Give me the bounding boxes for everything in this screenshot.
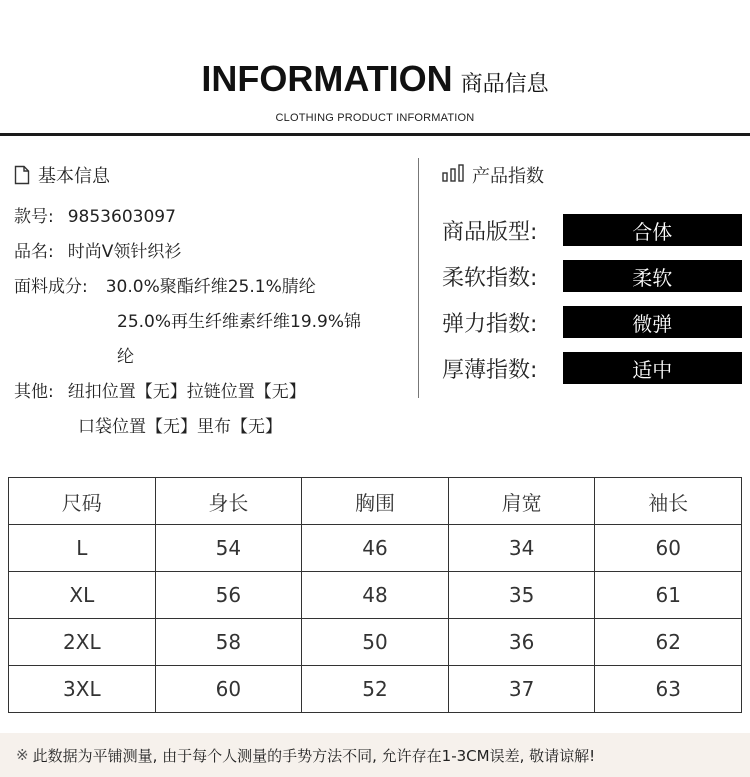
fabric-line-3: 纶: [117, 347, 134, 367]
item-number-row: [14, 200, 414, 235]
bar-chart-icon: [442, 164, 464, 187]
fabric-line-1: 30.0%聚酯纤维25.1%腈纶: [105, 277, 316, 297]
table-header-cell: 肩宽: [448, 478, 595, 525]
metric-value: 适中: [563, 352, 742, 384]
reference-mark-icon: ※: [16, 746, 29, 764]
table-cell: 61: [595, 572, 742, 619]
header: [0, 58, 750, 124]
header-divider: [0, 133, 750, 136]
basic-info-heading-label: 基本信息: [38, 166, 110, 187]
table-header-row: [9, 478, 742, 525]
page-subtitle: CLOTHING PRODUCT INFORMATION: [275, 112, 475, 124]
metric-value: 微弹: [563, 306, 742, 338]
document-icon: [14, 165, 30, 185]
header-title-row: [0, 58, 750, 100]
table-cell: 50: [302, 619, 449, 666]
product-index-heading-label: 产品指数: [472, 166, 544, 187]
table-cell: 58: [155, 619, 302, 666]
table-cell: 56: [155, 572, 302, 619]
table-row: [9, 619, 742, 666]
basic-info-heading: [14, 160, 414, 190]
item-number-label: 款号:: [14, 207, 54, 227]
table-cell: 52: [302, 666, 449, 713]
fabric-label: 面料成分:: [14, 277, 88, 297]
metric-label: 商品版型:: [442, 219, 538, 245]
footer-note-text: 此数据为平铺测量, 由于每个人测量的手势方法不同, 允许存在1-3CM误差, 敬请谅解!: [32, 746, 596, 765]
product-index-heading: [442, 160, 742, 190]
page-title: INFORMATION: [201, 58, 453, 99]
table-row: [9, 572, 742, 619]
table-cell: 60: [155, 666, 302, 713]
basic-info-section: [14, 160, 414, 445]
metric-value: 合体: [563, 214, 742, 246]
other-row: [14, 375, 414, 410]
metric-value: 柔软: [563, 260, 742, 292]
metric-softness: [442, 260, 742, 292]
product-name-value: 时尚V领针织衫: [67, 242, 182, 262]
metric-fit: [442, 214, 742, 246]
table-cell: 46: [302, 525, 449, 572]
footer-note: [0, 733, 750, 777]
table-cell: 62: [595, 619, 742, 666]
metric-label: 弹力指数:: [442, 311, 538, 337]
table-cell: XL: [9, 572, 156, 619]
metrics-list: [442, 214, 742, 384]
table-cell: L: [9, 525, 156, 572]
other-label: 其他:: [14, 382, 54, 402]
product-name-label: 品名:: [14, 242, 54, 262]
table-header-cell: 身长: [155, 478, 302, 525]
metric-thickness: [442, 352, 742, 384]
metric-label: 厚薄指数:: [442, 357, 538, 383]
product-name-row: [14, 235, 414, 270]
product-index-section: [442, 160, 742, 398]
table-cell: 3XL: [9, 666, 156, 713]
table-cell: 35: [448, 572, 595, 619]
fabric-row: [14, 270, 414, 305]
metric-label: 柔软指数:: [442, 265, 538, 291]
table-cell: 34: [448, 525, 595, 572]
item-number-value: 9853603097: [67, 207, 176, 227]
vertical-separator: [418, 158, 419, 398]
table-header-cell: 胸围: [302, 478, 449, 525]
table-cell: 54: [155, 525, 302, 572]
table-cell: 60: [595, 525, 742, 572]
table-cell: 63: [595, 666, 742, 713]
table-cell: 36: [448, 619, 595, 666]
table-cell: 2XL: [9, 619, 156, 666]
other-line-2: 口袋位置【无】里布【无】: [78, 417, 282, 437]
fabric-line-2: 25.0%再生纤维素纤维19.9%锦: [117, 312, 362, 332]
size-table: [8, 477, 742, 713]
table-row: [9, 525, 742, 572]
table-header-cell: 袖长: [595, 478, 742, 525]
metric-elasticity: [442, 306, 742, 338]
table-cell: 48: [302, 572, 449, 619]
table-row: [9, 666, 742, 713]
table-cell: 37: [448, 666, 595, 713]
table-header-cell: 尺码: [9, 478, 156, 525]
page-title-cn: 商品信息: [460, 72, 549, 97]
other-line-1: 纽扣位置【无】拉链位置【无】: [67, 382, 306, 402]
